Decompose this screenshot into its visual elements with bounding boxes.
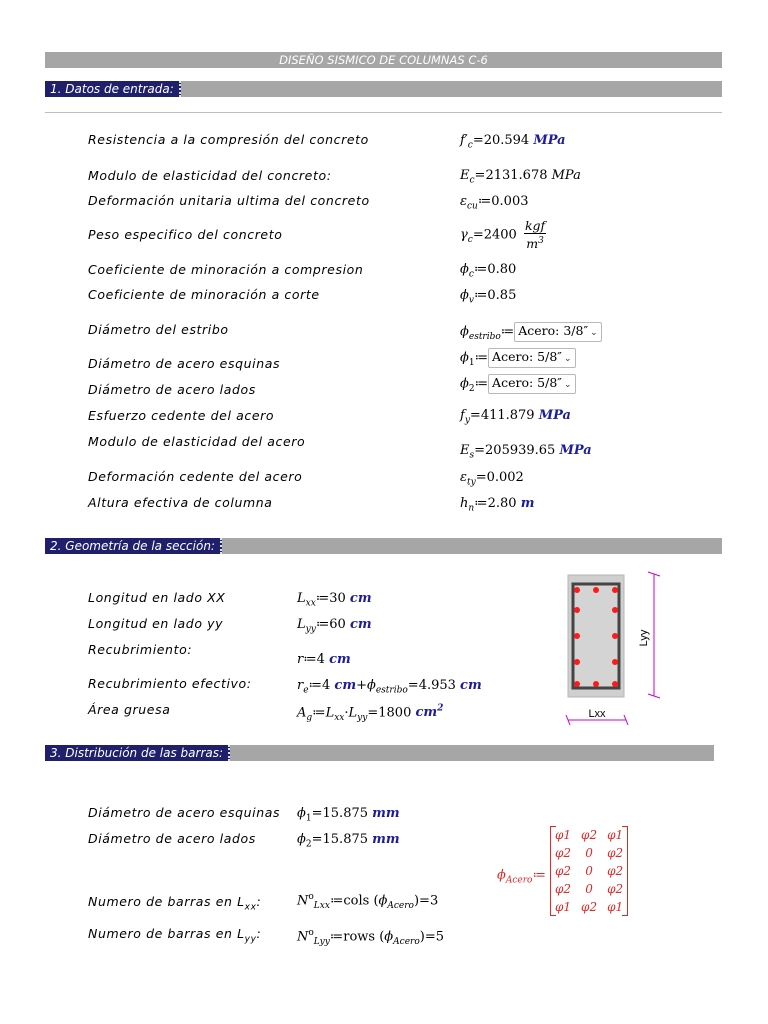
ety-equation[interactable]: $\varepsilon_{ty}=0.002$ <box>460 470 524 488</box>
ety-label: Deformación cedente del acero <box>88 469 303 484</box>
lxx-dimension-label: Lxx <box>588 708 606 720</box>
matrix-cell: φ1 <box>607 900 624 914</box>
ag-value: 1800 <box>378 705 412 721</box>
ag-unit: $cm^2$ <box>415 704 444 721</box>
ecu-equation[interactable]: $\varepsilon_{cu}≔0.003$ <box>460 194 529 212</box>
matrix-cell: φ2 <box>581 900 598 914</box>
gc-unit: $\frac{\text{kgf}}{m^3}$ <box>524 218 546 252</box>
matrix-cell: φ2 <box>555 882 572 896</box>
matrix-cell: 0 <box>585 864 593 878</box>
section-3-bar <box>45 745 714 761</box>
re-result-unit: cm <box>460 678 482 693</box>
ec-unit: MPa <box>551 168 581 183</box>
phi1-equation: $\phi_1≔$ Acero: 5/8″ ⌄ <box>460 348 576 368</box>
dist-phi2-label: Diámetro de acero lados <box>88 831 256 846</box>
ag-label: Área gruesa <box>88 702 171 717</box>
matrix-bracket-left <box>550 826 556 916</box>
hn-unit: m <box>520 496 535 511</box>
es-unit: MPa <box>559 443 592 458</box>
phiv-label: Coeficiente de minoración a corte <box>88 287 320 302</box>
re-value: 4 <box>321 678 331 693</box>
hn-equation[interactable]: $h_n≔2.80$ m <box>460 496 535 514</box>
matrix-bracket-right <box>622 826 628 916</box>
gc-equation[interactable]: $\gamma_c=2400$ $\frac{\text{kgf}}{m^3}$ <box>460 218 546 252</box>
r-unit: cm <box>329 652 351 667</box>
re-label: Recubrimiento efectivo: <box>88 676 252 691</box>
section-3-label: 3. Distribución de las barras: <box>45 745 230 761</box>
dist-phi2-unit: mm <box>372 832 400 847</box>
estribo-select[interactable]: Acero: 3/8″ ⌄ <box>514 322 601 342</box>
matrix-cell: φ2 <box>581 828 598 842</box>
es-value: 205939.65 <box>485 443 556 458</box>
phi2-select[interactable]: Acero: 5/8″ ⌄ <box>488 374 575 394</box>
ety-value: 0.002 <box>486 470 524 485</box>
dist-phi1-equation[interactable]: $\phi_1=15.875$ mm <box>297 806 400 824</box>
es-label: Modulo de elasticidad del acero <box>88 434 306 449</box>
matrix-row <box>550 862 628 880</box>
matrix-cell: φ2 <box>555 864 572 878</box>
gc-value: 2400 <box>483 227 517 243</box>
phi2-label: Diámetro de acero lados <box>88 382 256 397</box>
hn-value: 2.80 <box>487 496 517 511</box>
lyy-equation[interactable]: $L_{yy}≔60$ cm <box>297 617 372 635</box>
matrix-row <box>550 844 628 862</box>
phic-label: Coeficiente de minoración a compresion <box>88 262 364 277</box>
acero-matrix[interactable] <box>550 826 628 916</box>
nlyy-equation[interactable]: $N^o_{Lyy}≔rows$ $(\phi_{Acero})=5$ <box>297 928 444 947</box>
section-2-bar <box>45 538 722 554</box>
r-value: 4 <box>316 652 325 667</box>
ec-equation[interactable]: $E_c=2131.678$ MPa <box>460 168 581 186</box>
lyy-value: 60 <box>329 617 346 632</box>
fc-label: Resistencia a la compresión del concreto <box>88 132 369 147</box>
dist-phi1-unit: mm <box>372 806 400 821</box>
nlxx-value: 3 <box>429 893 439 909</box>
chevron-down-icon: ⌄ <box>563 354 572 364</box>
phi1-select[interactable]: Acero: 5/8″ ⌄ <box>488 348 575 368</box>
re-unit: cm <box>334 678 357 693</box>
page-title: DISEÑO SISMICO DE COLUMNAS C-6 <box>279 53 488 67</box>
section-1-bar <box>45 81 722 97</box>
lxx-unit: cm <box>349 591 372 606</box>
matrix-cell: φ2 <box>607 846 624 860</box>
ag-equation[interactable]: $A_g≔L_{xx}\cdot L_{yy}=1800$ $cm^2$ <box>297 704 444 723</box>
lxx-label: Longitud en lado XX <box>88 590 226 605</box>
matrix-cell: φ2 <box>607 882 624 896</box>
phi2-equation: $\phi_2≔$ Acero: 5/8″ ⌄ <box>460 374 576 394</box>
fc-unit: MPa <box>533 133 566 148</box>
ecu-label: Deformación unitaria ultima del concreto <box>88 193 370 208</box>
r-equation[interactable]: r≔4 cm <box>297 652 351 667</box>
nlyy-value: 5 <box>435 929 444 945</box>
hn-label: Altura efectiva de columna <box>88 495 273 510</box>
fy-equation[interactable]: $f_y=411.879$ MPa <box>460 408 571 426</box>
nlyy-label: Numero de barras en $L_{yy}$: <box>88 926 262 945</box>
lyy-unit: cm <box>349 617 372 632</box>
title-bar <box>45 52 722 68</box>
dist-phi2-equation[interactable]: $\phi_2=15.875$ mm <box>297 832 400 850</box>
matrix-table <box>550 826 628 916</box>
matrix-row <box>550 898 628 916</box>
estribo-equation: $\phi_{estribo}≔$ Acero: 3/8″ ⌄ <box>460 322 602 342</box>
fy-value: 411.879 <box>480 408 535 423</box>
nlxx-label: Numero de barras en $L_{xx}$: <box>88 894 262 913</box>
fy-label: Esfuerzo cedente del acero <box>88 408 275 423</box>
es-equation[interactable]: $E_s=205939.65$ MPa <box>460 443 592 461</box>
section-2-label: 2. Geometría de la sección: <box>45 538 222 554</box>
ec-label: Modulo de elasticidad del concreto: <box>88 168 332 183</box>
lxx-value: 30 <box>329 591 346 606</box>
re-result: 4.953 <box>418 678 456 693</box>
lyy-label: Longitud en lado yy <box>88 616 224 631</box>
dist-phi1-value: 15.875 <box>322 806 369 821</box>
chevron-down-icon: ⌄ <box>590 328 598 338</box>
column-section-diagram <box>540 560 670 730</box>
matrix-row <box>550 880 628 898</box>
ec-value: 2131.678 <box>485 168 548 183</box>
matrix-cell: φ1 <box>607 828 624 842</box>
matrix-cell: φ1 <box>555 828 572 842</box>
matrix-cell: φ2 <box>555 846 572 860</box>
phiv-value: 0.85 <box>487 288 517 303</box>
phi1-label: Diámetro de acero esquinas <box>88 356 281 371</box>
dist-phi1-label: Diámetro de acero esquinas <box>88 805 281 820</box>
phic-value: 0.80 <box>487 262 517 277</box>
phiv-equation[interactable]: $\phi_v≔0.85$ <box>460 288 517 306</box>
matrix-row <box>550 826 628 844</box>
lxx-equation[interactable]: $L_{xx}≔30$ cm <box>297 591 372 609</box>
divider <box>45 112 722 113</box>
phic-equation[interactable]: $\phi_c≔0.80$ <box>460 262 517 280</box>
r-label: Recubrimiento: <box>88 642 193 657</box>
nlxx-equation[interactable]: $N^o_{Lxx}≔cols$ $(\phi_{Acero})=3$ <box>297 892 439 911</box>
gc-label: Peso especifico del concreto <box>88 227 283 242</box>
lyy-dimension-label: Lyy <box>638 629 650 647</box>
matrix-cell: 0 <box>585 846 593 860</box>
estribo-label: Diámetro del estribo <box>88 322 229 337</box>
chevron-down-icon: ⌄ <box>563 380 572 390</box>
matrix-cell: φ1 <box>555 900 572 914</box>
dist-phi2-value: 15.875 <box>322 832 369 847</box>
fc-equation[interactable]: $f'_c=20.594$ MPa <box>460 133 566 151</box>
matrix-cell: 0 <box>585 882 593 896</box>
acero-matrix-label: $\phi_{Acero}≔$ <box>497 868 546 886</box>
section-1-label: 1. Datos de entrada: <box>45 81 181 97</box>
re-equation[interactable]: $r_e≔4$ $cm+\phi_{estribo}=4.953$ cm <box>297 678 482 696</box>
matrix-cell: φ2 <box>607 864 624 878</box>
fc-value: 20.594 <box>483 133 530 148</box>
ecu-value: 0.003 <box>491 194 529 209</box>
fy-unit: MPa <box>538 408 571 423</box>
